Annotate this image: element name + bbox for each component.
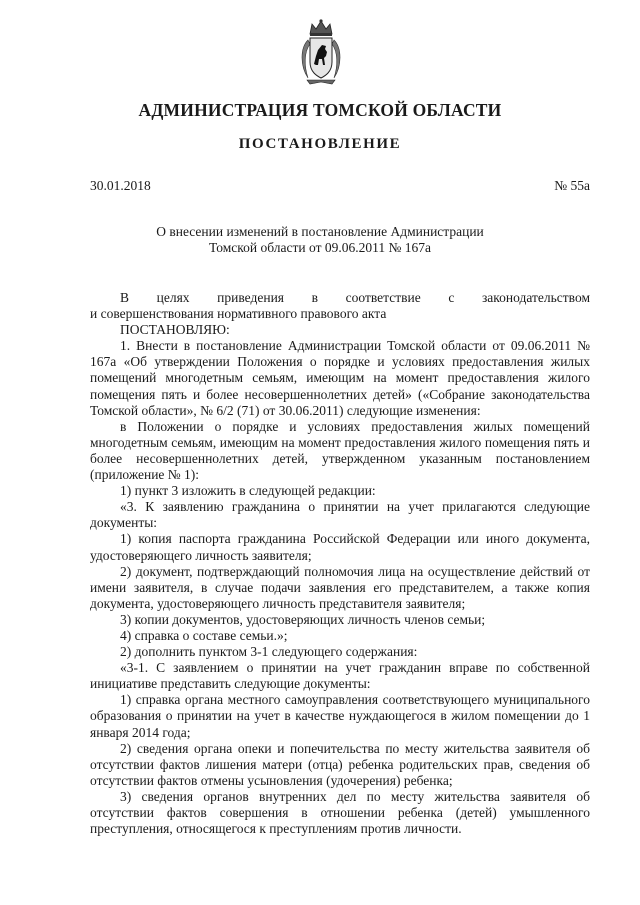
- intro-line-2: и совершенствования нормативного правового акта: [90, 306, 387, 322]
- subject-line-1: О внесении изменений в постановление Администрации: [156, 224, 484, 239]
- document-body: [90, 290, 590, 837]
- subject-line-2: Томской области от 09.06.2011 № 167а: [209, 240, 431, 255]
- document-type-title: ПОСТАНОВЛЕНИЕ: [238, 136, 402, 152]
- paragraph-1: 1. Внести в постановление Администрации Томской области от 09.06.2011 № 167а «Об утверждении Положения о порядке и условиях предоставления жилых помещений многодетным семьям, имеющим на момент предоставления жилого помещения пять и более несовершеннолетних детей» («Собрание законодательства Томской области», № 6/2 (71) от 30.06.2011) следующие изменения:: [90, 338, 590, 418]
- paragraph-13: 3) сведения органов внутренних дел по месту жительства заявителя об отсутствии фактов совершения в отношении ребенка (детей) умышленного преступления, относящегося к преступлениям против личности.: [90, 788, 590, 837]
- paragraph-5: 1) копия паспорта гражданина Российской Федерации или иного документа, удостоверяющего личность заявителя;: [90, 531, 590, 563]
- document-number: № 55а: [554, 178, 590, 193]
- paragraph-9: 2) дополнить пунктом 3-1 следующего содержания:: [120, 644, 418, 660]
- document-subject: [0, 224, 640, 256]
- paragraph-6: 2) документ, подтверждающий полномочия лица на осуществление действий от имени заявителя, в случае подачи заявления его представителем, а также копия документа, удостоверяющего личность представителя заявителя;: [90, 563, 590, 611]
- paragraph-10: «3-1. С заявлением о принятии на учет гражданин вправе по собственной инициативе представить следующие документы:: [90, 660, 590, 692]
- paragraph-3: 1) пункт 3 изложить в следующей редакции:: [120, 483, 376, 499]
- paragraph-4: «3. К заявлению гражданина о принятии на учет прилагаются следующие документы:: [90, 499, 590, 531]
- decree-word: ПОСТАНОВЛЯЮ:: [120, 322, 230, 338]
- paragraph-7: 3) копии документов, удостоверяющих личность членов семьи;: [120, 611, 486, 627]
- document-date: 30.01.2018: [90, 178, 151, 193]
- paragraph-2: в Положении о порядке и условиях предоставления жилых помещений многодетным семьям, имеющим на момент предоставления жилого помещения пять и более несовершеннолетних детей, утвержденном указанным постановлением (приложение № 1):: [90, 418, 590, 483]
- paragraph-11: 1) справка органа местного самоуправления соответствующего муниципального образования о принятии на учет в качестве нуждающегося в жилом помещении до 1 января 2014 года;: [90, 692, 590, 740]
- coat-of-arms-emblem: [298, 18, 344, 92]
- paragraph-12: 2) сведения органа опеки и попечительства по месту жительства заявителя об отсутствии фактов лишения матери (отца) ребенка родительских прав, сведения об отсутствии фактов отмены усыновления (удочерения) ребенка;: [90, 740, 590, 788]
- paragraph-8: 4) справка о составе семьи.»;: [120, 627, 288, 643]
- organization-title: АДМИНИСТРАЦИЯ ТОМСКОЙ ОБЛАСТИ: [138, 100, 502, 120]
- intro-line-1: В целях приведения в соответствие с законодательством: [120, 290, 590, 305]
